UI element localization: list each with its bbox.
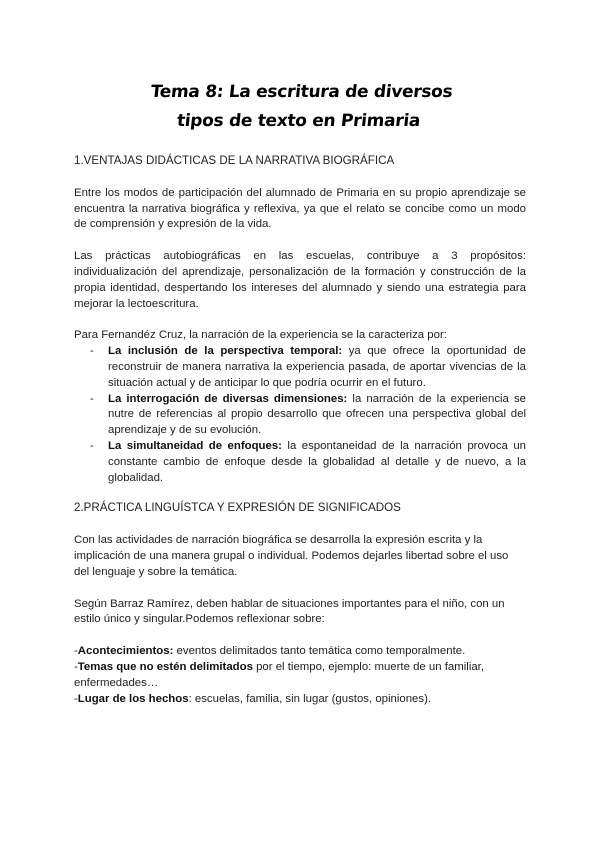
topic-text: por el tiempo, ejemplo: muerte de un familiar, enfermedades… [74,660,485,689]
characteristics-list [74,344,526,486]
list-item-text: ya que ofrece la oportunidad de reconstruir de manera narrativa la experiencia pasada, de aportar vivencias de la situación actual y de anticipar lo que podría ocurrir en el futuro. [108,345,526,389]
section-2-paragraph-1: Con las actividades de narración biográfica se desarrolla la expresión escrita y la implicación de una manera grupal o individual. Podemos dejarles libertad sobre el uso del lenguaje y sobre la temática. [74,534,509,578]
topic-bold: Acontecimientos: [77,645,174,658]
topic-line: -Acontecimientos: eventos delimitados tanto temática como temporalmente. [74,645,466,658]
document-body [74,153,526,707]
section-2-paragraph-2: Según Barraz Ramírez, deben hablar de situaciones importantes para el niño, con un estilo único y singular.Podemos reflexionar sobre: [74,597,505,626]
topic-line: -Temas que no estén delimitados por el tiempo, ejemplo: muerte de un familiar, enfermedades… [74,660,485,689]
document-title [0,78,600,136]
topic-text: eventos delimitados tanto temática como temporalmente. [173,645,466,658]
section-1-heading: 1.VENTAJAS DIDÁCTICAS DE LA NARRATIVA BIOGRÁFICA [74,154,395,167]
list-item-bold: La inclusión de la perspectiva temporal: [108,345,343,358]
list-item-bold: La interrogación de diversas dimensiones: [108,392,348,405]
dash-bullet: - [90,392,94,405]
list-item [74,392,526,439]
topic-bold: Lugar de los hechos [77,692,189,705]
topic-line: -Lugar de los hechos: escuelas, familia, sin lugar (gustos, opiniones). [74,692,432,705]
list-item-text: la espontaneidad de la narración provoca un constante cambio de enfoque desde la globalidad al detalle y de nuevo, a la globalidad. [108,439,526,484]
topic-text: : escuelas, familia, sin lugar (gustos, opiniones). [188,692,432,705]
section-1-paragraph-1: Entre los modos de participación del alumnado de Primaria en su propio aprendizaje se encuentra la narrativa biográfica y reflexiva, ya que el relato se concibe como un modo de comprensión y expresión de la vida. [74,186,526,231]
list-item-text: la narración de la experiencia se nutre de referencias al propio desarrollo que ofrecen una perspectiva global del aprendizaje y de su evolución. [108,392,526,437]
list-item-bold: La simultaneidad de enfoques: [108,439,282,452]
reflection-topics [74,644,526,707]
section-1-paragraph-3: Para Fernandéz Cruz, la narración de la experiencia se la caracteriza por: [74,329,447,342]
dash-bullet: - [90,439,94,452]
topic-bold: Temas que no estén delimitados [77,660,253,673]
title-line-2: tipos de texto en Primaria [175,111,422,131]
title-line-1: Tema 8: La escritura de diversos [149,82,454,102]
dash-bullet: - [90,345,94,358]
section-1-paragraph-2: Las prácticas autobiográficas en las escuelas, contribuye a 3 propósitos: individualización del aprendizaje, personalización de la formación y construcción de la propia identidad, despertando los intereses del alumnado y siendo una estrategia para mejorar la lectoescritura. [74,250,526,310]
list-item [74,344,526,391]
section-2-heading: 2.PRÁCTICA LINGUÍSTCA Y EXPRESIÓN DE SIGNIFICADOS [74,501,401,515]
list-item [74,439,526,486]
